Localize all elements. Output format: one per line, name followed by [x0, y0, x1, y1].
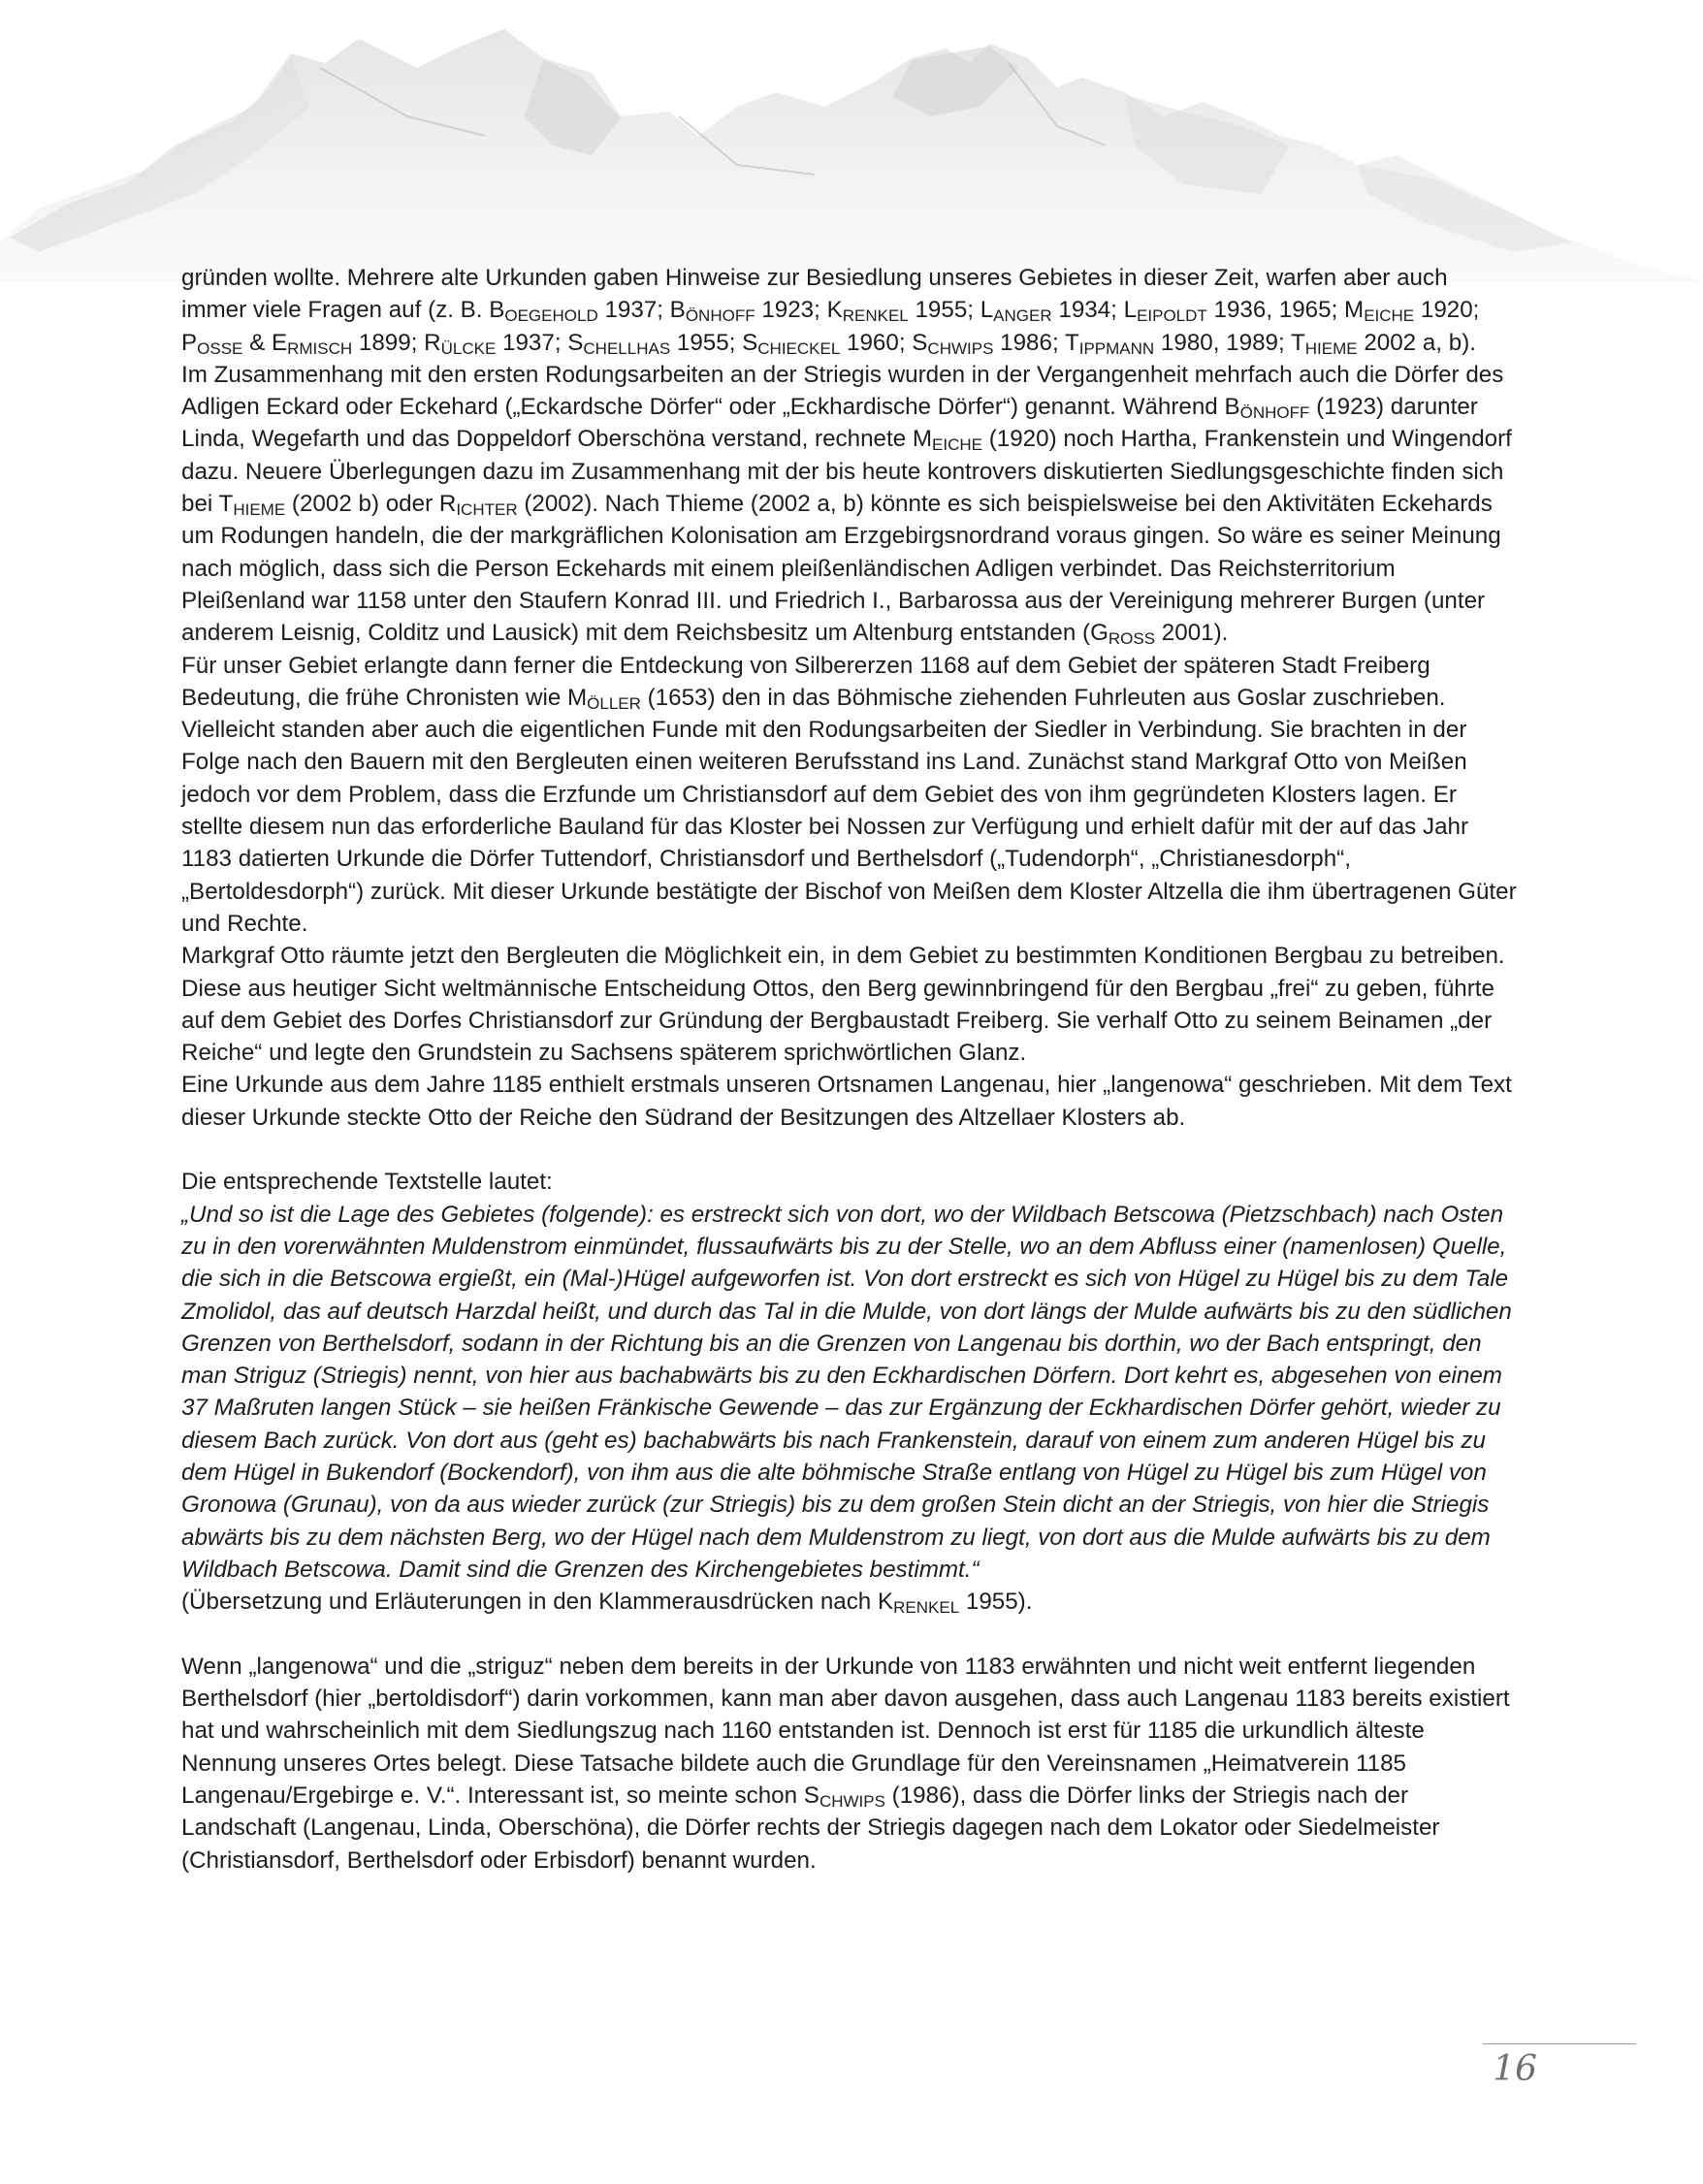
page-number: 16: [1493, 2049, 1537, 2089]
paragraph: Die entsprechende Textstelle lautet:: [181, 1169, 553, 1196]
footer-rule: [1483, 2043, 1636, 2044]
torn-paper-shape: [0, 29, 1703, 281]
paragraph: Für unser Gebiet erlangte dann ferner die Entdeckung von Silbererzen 1168 auf dem Gebiet der späteren Stadt Freiberg Bedeutung, die frühe Chronisten wie MÖLLER (1653) den in das Böhmische ziehenden Fuhrleuten aus Goslar zuschrieben. Vielleicht standen aber auch die eigentlichen Funde mit den Rodungsarbeiten der Siedler in Verbindung. Sie brachten in der Folge nach den Bauern mit den Bergleuten einen weiteren Berufsstand ins Land. Zunächst stand Markgraf Otto von Meißen jedoch vor dem Problem, dass die Erzfunde um Christiansdorf auf dem Gebiet des von ihm gegründeten Klosters lagen. Er stellte diesem nun das erforderliche Bauland für das Kloster bei Nossen zur Verfügung und erhielt dafür mit der auf das Jahr 1183 datierten Urkunde die Dörfer Tuttendorf, Christiansdorf und Berthelsdorf („Tudendorph“, „Christianesdorph“, „Bertoldesdorph“) zurück. Mit dieser Urkunde bestätigte der Bischof von Meißen dem Kloster Altzella die ihm übertragenen Güter und Rechte.: [181, 652, 1517, 937]
paragraph: Markgraf Otto räumte jetzt den Bergleuten die Möglichkeit ein, in dem Gebiet zu bestimmten Konditionen Bergbau zu betreiben. Diese aus heutiger Sicht weltmännische Entscheidung Ottos, den Berg gewinnbringend für den Bergbau „frei“ zu geben, führte auf dem Gebiet des Dorfes Christiansdorf zur Gründung der Bergbaustadt Freiberg. Sie verhalf Otto zu seinem Beinamen „der Reiche“ und legte den Grundstein zu Sachsens späterem sprichwörtlichen Glanz.: [181, 943, 1505, 1067]
paragraph-spacer: [181, 1134, 1518, 1166]
paragraph-spacer: [181, 1618, 1518, 1650]
block-quote: „Und so ist die Lage des Gebietes (folgende): es erstreckt sich von dort, wo der Wildbach Betscowa (Pietzschbach) nach Osten zu in den vorerwähnten Muldenstrom einmündet, flussaufwärts bis zu der Stelle, wo an dem Abfluss einer (namenlosen) Quelle, die sich in die Betscowa ergießt, ein (Mal-)Hügel aufgeworfen ist. Von dort erstreckt es sich von Hügel zu Hügel bis zu dem Tale Zmolidol, das auf deutsch Harzdal heißt, und durch das Tal in die Mulde, von dort längs der Mulde aufwärts bis zu den südlichen Grenzen von Berthelsdorf, sodann in der Richtung bis an die Grenzen von Langenau bis dorthin, wo der Bach entspringt, den man Striguz (Striegis) nennt, von hier aus bachabwärts bis zu den Eckhardischen Dörfern. Dort kehrt es, abgesehen von einem 37 Maßruten langen Stück – sie heißen Fränkische Gewende – das zur Ergänzung der Eckhardischen Dörfer gehört, wieder zu diesem Bach zurück. Von dort aus (geht es) bachabwärts bis nach Frankenstein, darauf von einem zum anderen Hügel bis zu dem Hügel in Bukendorf (Bockendorf), von ihm aus die alte böhmische Straße entlang von Hügel zu Hügel bis zum Hügel von Gronowa (Grunau), von da aus wieder zurück (zur Striegis) bis zu dem großen Stein dicht an der Striegis, von hier die Striegis abwärts bis zu dem nächsten Berg, wo der Hügel nach dem Muldenstrom zu liegt, von dort aus die Mulde aufwärts bis zu dem Wildbach Betscowa. Damit sind die Grenzen des Kirchengebietes bestimmt.“: [181, 1201, 1512, 1583]
paragraph: Im Zusammenhang mit den ersten Rodungsarbeiten an der Striegis wurden in der Vergangenheit mehrfach auch die Dörfer des Adligen Eckard oder Eckehard („Eckardsche Dörfer“ oder „Eckhardische Dörfer“) genannt. Während BÖNHOFF (1923) darunter Linda, Wegefarth und das Doppeldorf Oberschöna verstand, rechnete MEICHE (1920) noch Hartha, Frankenstein und Wingendorf dazu. Neuere Überlegungen dazu im Zusammenhang mit der bis heute kontrovers diskutierten Siedlungsgeschichte finden sich bei THIEME (2002 b) oder RICHTER (2002). Nach Thieme (2002 a, b) könnte es sich beispielsweise bei den Aktivitäten Eckehards um Rodungen handeln, die der markgräflichen Kolonisation am Erzgebirgsnordrand voraus gingen. So wäre es seiner Meinung nach möglich, dass sich die Person Eckehards mit einem pleißenländischen Adligen verbindet. Das Reichsterritorium Pleißenland war 1158 unter den Staufern Konrad III. und Friedrich I., Barbarossa aus der Vereinigung mehrerer Burgen (unter anderem Leisnig, Colditz und Lausick) mit dem Reichsbesitz um Altenburg entstanden (GROSS 2001).: [181, 361, 1512, 649]
citation-note: (Übersetzung und Erläuterungen in den Klammerausdrücken nach KRENKEL 1955).: [181, 1589, 1033, 1618]
paragraph: gründen wollte. Mehrere alte Urkunden gaben Hinweise zur Besiedlung unseres Gebietes in dieser Zeit, warfen aber auch immer viele Fragen auf (z. B. BOEGEHOLD 1937; BÖNHOFF 1923; KRENKEL 1955; LANGER 1934; LEIPOLDT 1936, 1965; MEICHE 1920; POSSE & ERMISCH 1899; RÜLCKE 1937; SCHELLHAS 1955; SCHIECKEL 1960; SCHWIPS 1986; TIPPMANN 1980, 1989; THIEME 2002 a, b).: [181, 265, 1480, 358]
paragraph: Eine Urkunde aus dem Jahre 1185 enthielt erstmals unseren Ortsnamen Langenau, hier „langenowa“ geschrieben. Mit dem Text dieser Urkunde steckte Otto der Reiche den Südrand der Besitzungen des Altzellaer Klosters ab.: [181, 1072, 1512, 1131]
article-body: [181, 262, 1518, 1877]
paragraph: Wenn „langenowa“ und die „striguz“ neben dem bereits in der Urkunde von 1183 erwähnten und nicht weit entfernt liegenden Berthelsdorf (hier „bertoldisdorf“) darin vorkommen, kann man aber davon ausgehen, dass auch Langenau 1183 bereits existiert hat und wahrscheinlich mit dem Siedlungszug nach 1160 entstanden ist. Dennoch ist erst für 1185 die urkundlich älteste Nennung unseres Ortes belegt. Diese Tatsache bildete auch die Grundlage für den Vereinsnamen „Heimatverein 1185 Langenau/Ergebirge e. V.“. Interessant ist, so meinte schon SCHWIPS (1986), dass die Dörfer links der Striegis nach der Landschaft (Langenau, Linda, Oberschöna), die Dörfer rechts der Striegis dagegen nach dem Lokator oder Siedelmeister (Christiansdorf, Berthelsdorf oder Erbisdorf) benannt wurden.: [181, 1653, 1510, 1874]
torn-paper-decoration: [0, 0, 1703, 281]
